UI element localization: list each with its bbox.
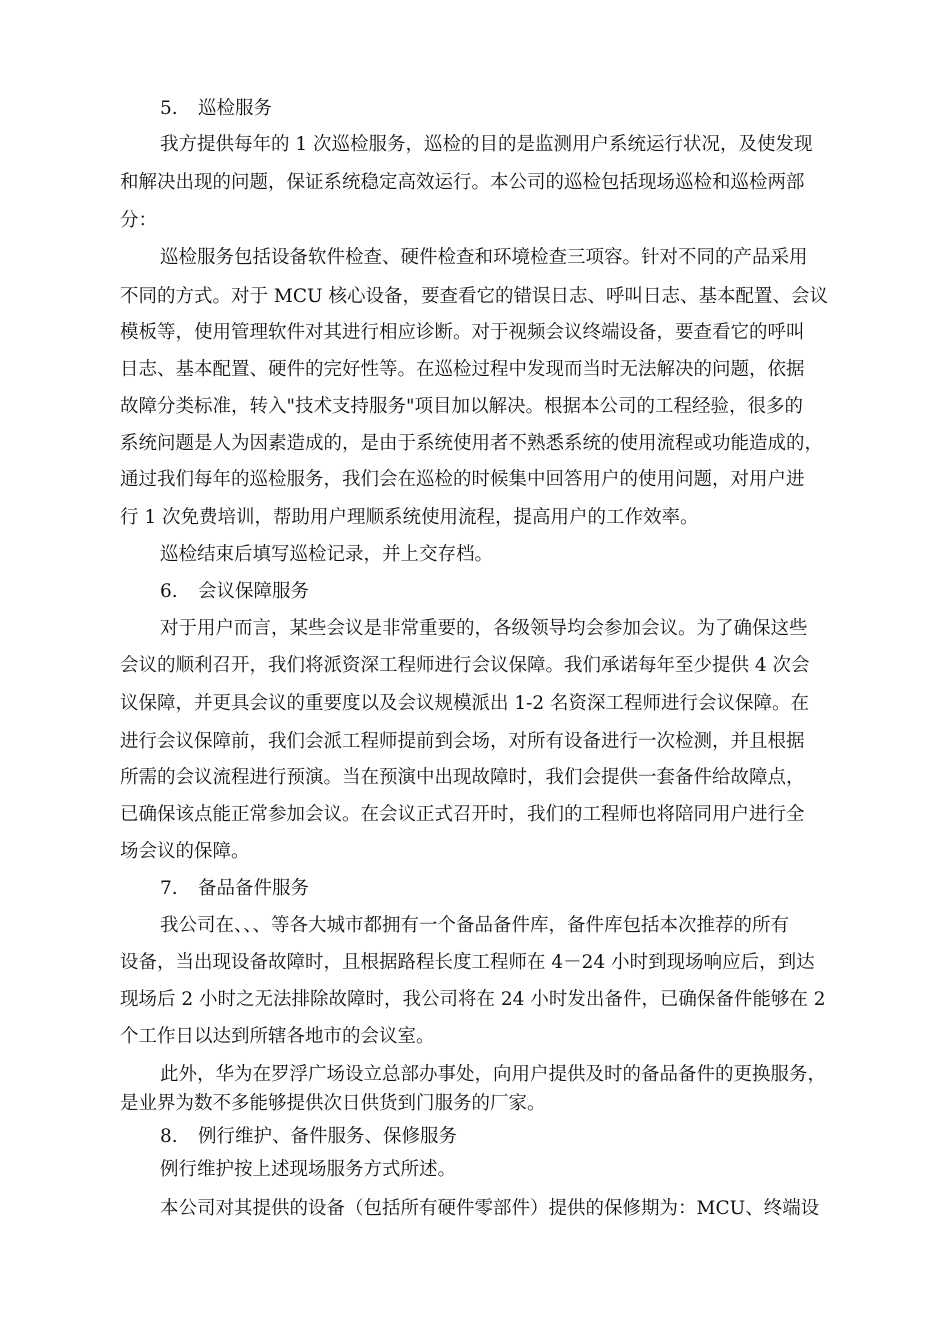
paragraph-line: 日志、基本配置、硬件的完好性等。在巡检过程中发现而当时无法解决的问题，依据 bbox=[120, 359, 805, 380]
paragraph-line: 分： bbox=[120, 210, 158, 231]
paragraph-line: 此外，华为在罗浮广场设立总部办事处，向用户提供及时的备品备件的更换服务， bbox=[160, 1064, 827, 1085]
paragraph-line: 场会议的保障。 bbox=[120, 841, 250, 862]
paragraph-line: 和解决出现的问题，保证系统稳定高效运行。本公司的巡检包括现场巡检和巡检两部 bbox=[120, 172, 805, 193]
section-number: 5. bbox=[160, 98, 178, 119]
paragraph-line: 我方提供每年的 1 次巡检服务，巡检的目的是监测用户系统运行状况，及使发现 bbox=[160, 134, 813, 155]
paragraph-line: 通过我们每年的巡检服务，我们会在巡检的时候集中回答用户的使用问题，对用户进 bbox=[120, 469, 805, 490]
paragraph-line: 行 1 次免费培训，帮助用户理顺系统使用流程，提高用户的工作效率。 bbox=[120, 507, 699, 528]
section-heading bbox=[160, 580, 309, 604]
paragraph-line: 进行会议保障前，我们会派工程师提前到会场，对所有设备进行一次检测，并且根据 bbox=[120, 731, 805, 752]
section-number: 6. bbox=[160, 581, 178, 602]
paragraph-line: 例行维护按上述现场服务方式所述。 bbox=[160, 1159, 457, 1180]
section-title: 备品备件服务 bbox=[198, 878, 310, 899]
paragraph-line: 不同的方式。对于 MCU 核心设备，要查看它的错误日志、呼叫日志、基本配置、会议 bbox=[120, 286, 828, 307]
section-title: 巡检服务 bbox=[198, 98, 273, 119]
paragraph-line: 设备，当出现设备故障时，且根据路程长度工程师在 4－24 小时到现场响应后，到达 bbox=[120, 952, 815, 973]
paragraph-line: 对于用户而言，某些会议是非常重要的，各级领导均会参加会议。为了确保这些 bbox=[160, 618, 808, 639]
section-heading bbox=[160, 97, 272, 121]
section-title: 例行维护、备件服务、保修服务 bbox=[198, 1126, 458, 1147]
section-number: 8. bbox=[160, 1126, 178, 1147]
paragraph-line: 已确保该点能正常参加会议。在会议正式召开时，我们的工程师也将陪同用户进行全 bbox=[120, 804, 805, 825]
paragraph-line: 会议的顺利召开，我们将派资深工程师进行会议保障。我们承诺每年至少提供 4 次会 bbox=[120, 655, 810, 676]
paragraph-line: 我公司在、、、等各大城市都拥有一个备品备件库，备件库包括本次推荐的所有 bbox=[160, 915, 790, 936]
paragraph-line: 是业界为数不多能够提供次日供货到门服务的厂家。 bbox=[120, 1093, 546, 1114]
paragraph-line: 故障分类标准，转入"技术支持服务"项目加以解决。根据本公司的工程经验，很多的 bbox=[120, 396, 804, 417]
paragraph-line: 系统问题是人为因素造成的，是由于系统使用者不熟悉系统的使用流程或功能造成的， bbox=[120, 433, 824, 454]
section-title: 会议保障服务 bbox=[198, 581, 310, 602]
paragraph-line: 现场后 2 小时之无法排除故障时，我公司将在 24 小时发出备件，已确保备件能够在 2 bbox=[120, 989, 826, 1010]
paragraph-line: 模板等，使用管理软件对其进行相应诊断。对于视频会议终端设备，要查看它的呼叫 bbox=[120, 322, 805, 343]
section-heading bbox=[160, 1125, 457, 1149]
paragraph-line: 巡检服务包括设备软件检查、硬件检查和环境检查三项容。针对不同的产品采用 bbox=[160, 247, 808, 268]
section-heading bbox=[160, 877, 309, 901]
section-number: 7. bbox=[160, 878, 178, 899]
paragraph-line: 议保障，并更具会议的重要度以及会议规模派出 1-2 名资深工程师进行会议保障。在 bbox=[120, 693, 810, 714]
paragraph-line: 本公司对其提供的设备（包括所有硬件零部件）提供的保修期为：MCU、终端设 bbox=[160, 1198, 820, 1219]
paragraph-line: 所需的会议流程进行预演。当在预演中出现故障时，我们会提供一套备件给故障点， bbox=[120, 767, 805, 788]
paragraph-line: 巡检结束后填写巡检记录，并上交存档。 bbox=[160, 544, 494, 565]
paragraph-line: 个工作日以达到所辖各地市的会议室。 bbox=[120, 1026, 435, 1047]
